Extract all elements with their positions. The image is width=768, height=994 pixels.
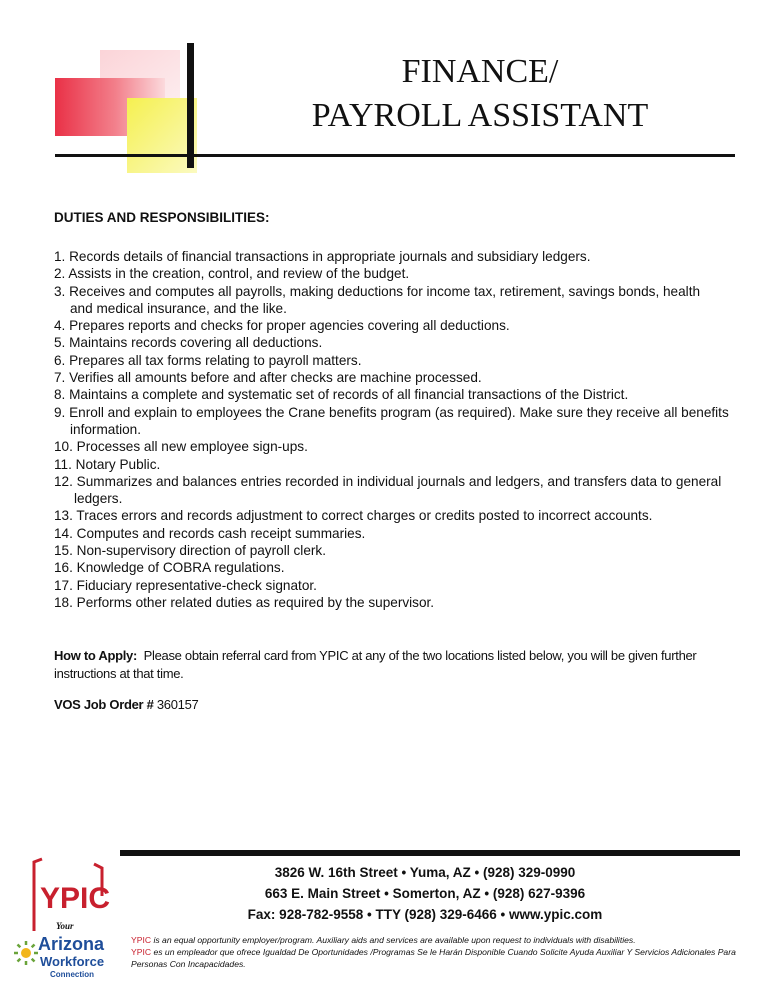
- job-order: [54, 697, 198, 712]
- logo-workforce-text: Workforce: [40, 954, 105, 969]
- logo-connection-text: Connection: [50, 970, 94, 979]
- legal-text: is an equal opportunity employer/program. Auxiliary aids and services are available upon request to individuals with disabilities.: [151, 935, 636, 945]
- duty-item: 10. Processes all new employee sign-ups.: [54, 439, 308, 455]
- duty-item: 4. Prepares reports and checks for proper agencies covering all deductions.: [54, 318, 510, 334]
- duty-item: 17. Fiduciary representative-check signator.: [54, 577, 317, 593]
- duty-item: 9. Enroll and explain to employees the Crane benefits program (as required). Make sure they receive all benefits information.: [54, 404, 729, 437]
- duty-item: 13. Traces errors and records adjustment to correct charges or credits posted to incorrect accounts.: [54, 508, 653, 524]
- duty-item: 2. Assists in the creation, control, and review of the budget.: [54, 266, 410, 282]
- duties-list: [54, 248, 734, 611]
- logo-arizona-text: Arizona: [38, 934, 105, 954]
- duty-item: 18. Performs other related duties as required by the supervisor.: [54, 594, 435, 610]
- duty-item: 1. Records details of financial transactions in appropriate journals and subsidiary ledgers.: [54, 249, 591, 264]
- duty-item: 6. Prepares all tax forms relating to payroll matters.: [54, 352, 362, 368]
- legal-notice: [131, 934, 751, 970]
- decorative-vertical-bar: [187, 43, 194, 168]
- page-title: [270, 50, 690, 138]
- sunburst-icon: [14, 941, 38, 965]
- duty-item: 3. Receives and computes all payrolls, making deductions for income tax, retirement, savings bonds, health: [54, 283, 701, 299]
- logo-ypic-text: YPIC: [40, 882, 111, 915]
- how-to-apply-text: Please obtain referral card from YPIC at any of the two locations listed below, you will be given further instructions at that time.: [54, 648, 697, 681]
- logo-your-text: Your: [56, 921, 74, 931]
- job-order-number: 360157: [156, 697, 199, 712]
- duty-item-continuation: and medical insurance, and the like.: [70, 300, 287, 316]
- duty-item: 5. Maintains records covering all deductions.: [54, 335, 323, 351]
- job-order-label: VOS Job Order #: [54, 697, 154, 712]
- legal-notice-english: [131, 934, 751, 946]
- duty-item: 15. Non-supervisory direction of payroll clerk.: [54, 543, 326, 559]
- header-rule: [55, 154, 735, 157]
- legal-org: YPIC: [131, 947, 152, 957]
- how-to-apply-label: How to Apply:: [54, 648, 137, 663]
- legal-notice-spanish: [131, 946, 751, 970]
- legal-org: YPIC: [131, 935, 152, 945]
- title-line-1: FINANCE/: [401, 53, 559, 90]
- footer-addresses: [180, 862, 670, 925]
- how-to-apply: [54, 647, 704, 683]
- duty-item: 7. Verifies all amounts before and after checks are machine processed.: [54, 370, 482, 386]
- duty-item: 11. Notary Public.: [54, 456, 161, 472]
- title-line-2: PAYROLL ASSISTANT: [311, 97, 649, 134]
- address-somerton: 663 E. Main Street • Somerton, AZ • (928) 627-9396: [264, 886, 586, 901]
- duty-item: 16. Knowledge of COBRA regulations.: [54, 560, 285, 576]
- section-heading: DUTIES AND RESPONSIBILITIES:: [54, 210, 270, 225]
- duty-item: 14. Computes and records cash receipt summaries.: [54, 525, 366, 541]
- ypic-logo: [12, 856, 122, 981]
- duty-item: 12. Summarizes and balances entries recorded in individual journals and ledgers, and transfers data to general ledgers.: [54, 473, 722, 507]
- address-yuma: 3826 W. 16th Street • Yuma, AZ • (928) 329-0990: [274, 865, 576, 880]
- legal-text: es un empleador que ofrece Igualdad De Oportunidades /Programas Se le Harán Disponible Cuando Solicite Ayuda Auxiliar Y Servicios Adicionales Para Personas Con Incapacidades.: [131, 947, 736, 969]
- duty-item: 8. Maintains a complete and systematic set of records of all financial transactions of the District.: [54, 387, 629, 403]
- footer-rule: [120, 850, 740, 856]
- contact-line: Fax: 928-782-9558 • TTY (928) 329-6466 • www.ypic.com: [247, 907, 603, 922]
